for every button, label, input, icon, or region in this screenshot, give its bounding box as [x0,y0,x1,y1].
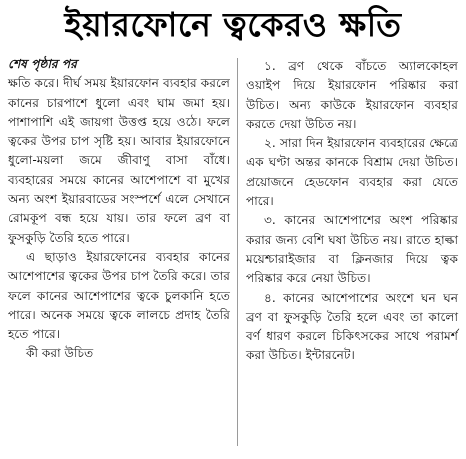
column-divider [237,58,238,446]
left-column [8,55,230,364]
tip-paragraph-1: ১. ব্রণ থেকে বাঁচতে অ্যালকোহল ওয়াইপ দিয়ে ইয়ারফোন পরিষ্কার করা উচিত। অন্য কাউকে ইয়ারফোন ব্যবহার করতে দেয়া উচিত নয়। [246,59,458,131]
right-column [246,57,458,366]
section-subheading: কী করা উচিত [26,346,94,361]
tip-paragraph-2: ২. সারা দিন ইয়ারফোন ব্যবহারের ক্ষেত্রে এক ঘণ্টা অন্তর কানকে বিশ্রাম দেয়া উচিত। প্রয়োজনে হেডফোন ব্যবহার করা যেতে পারে। [246,136,458,209]
left-paragraph-1: ক্ষতি করে। দীর্ঘ সময় ইয়ারফোন ব্যবহার করলে কানের চারপাশে ধুলো এবং ঘাম জমা হয়। পাশাপাশি এই জায়গা উত্তপ্ত হয়ে ওঠে। ফলে ত্বকের উপর চাপ সৃষ্টি হয়। আবার ইয়ারফোনে ধুলো-ময়লা জমে জীবাণু বাসা বাঁধে। ব্যবহারের সময়ে কানের আশেপাশে বা মুখের অন্য অংশ ইয়ারবাডের সংস্পর্শে এলে সেখানে রোমকূপ বন্ধ হয়ে যায়। তার ফলে ব্রণ বা ফুসকুড়ি তৈরি হতে পারে। [8,76,230,245]
tip-paragraph-3: ৩. কানের আশেপাশের অংশ পরিষ্কার করার জন্য বেশি ঘষা উচিত নয়। রাতে হাল্কা ময়েশ্চারাইজার বা ক্লিনজার দিয়ে ত্বক পরিষ্কার করে নেয়া উচিত। [246,213,458,286]
continuation-label: শেষ পৃষ্ঠার পর [8,57,77,71]
article-headline: ইয়ারফোনে ত্বকেরও ক্ষতি [64,5,402,44]
tip-paragraph-4: ৪. কানের আশেপাশের অংশে ঘন ঘন ব্রণ বা ফুসকুড়ি তৈরি হলে এবং তা কালো বর্ণ ধারণ করলে চিকিৎসকের সাথে পরামর্শ করা উচিত। ইন্টারনেট। [246,290,458,363]
left-paragraph-2: এ ছাড়াও ইয়ারফোনের ব্যবহার কানের আশেপাশের ত্বকের উপর চাপ তৈরি করে। তার ফলে কানের আশেপাশের ত্বকে চুলকানি হতে পারে। অনেক সময়ে ত্বকে লালচে প্রদাহ তৈরি হতে পারে। [8,249,230,342]
